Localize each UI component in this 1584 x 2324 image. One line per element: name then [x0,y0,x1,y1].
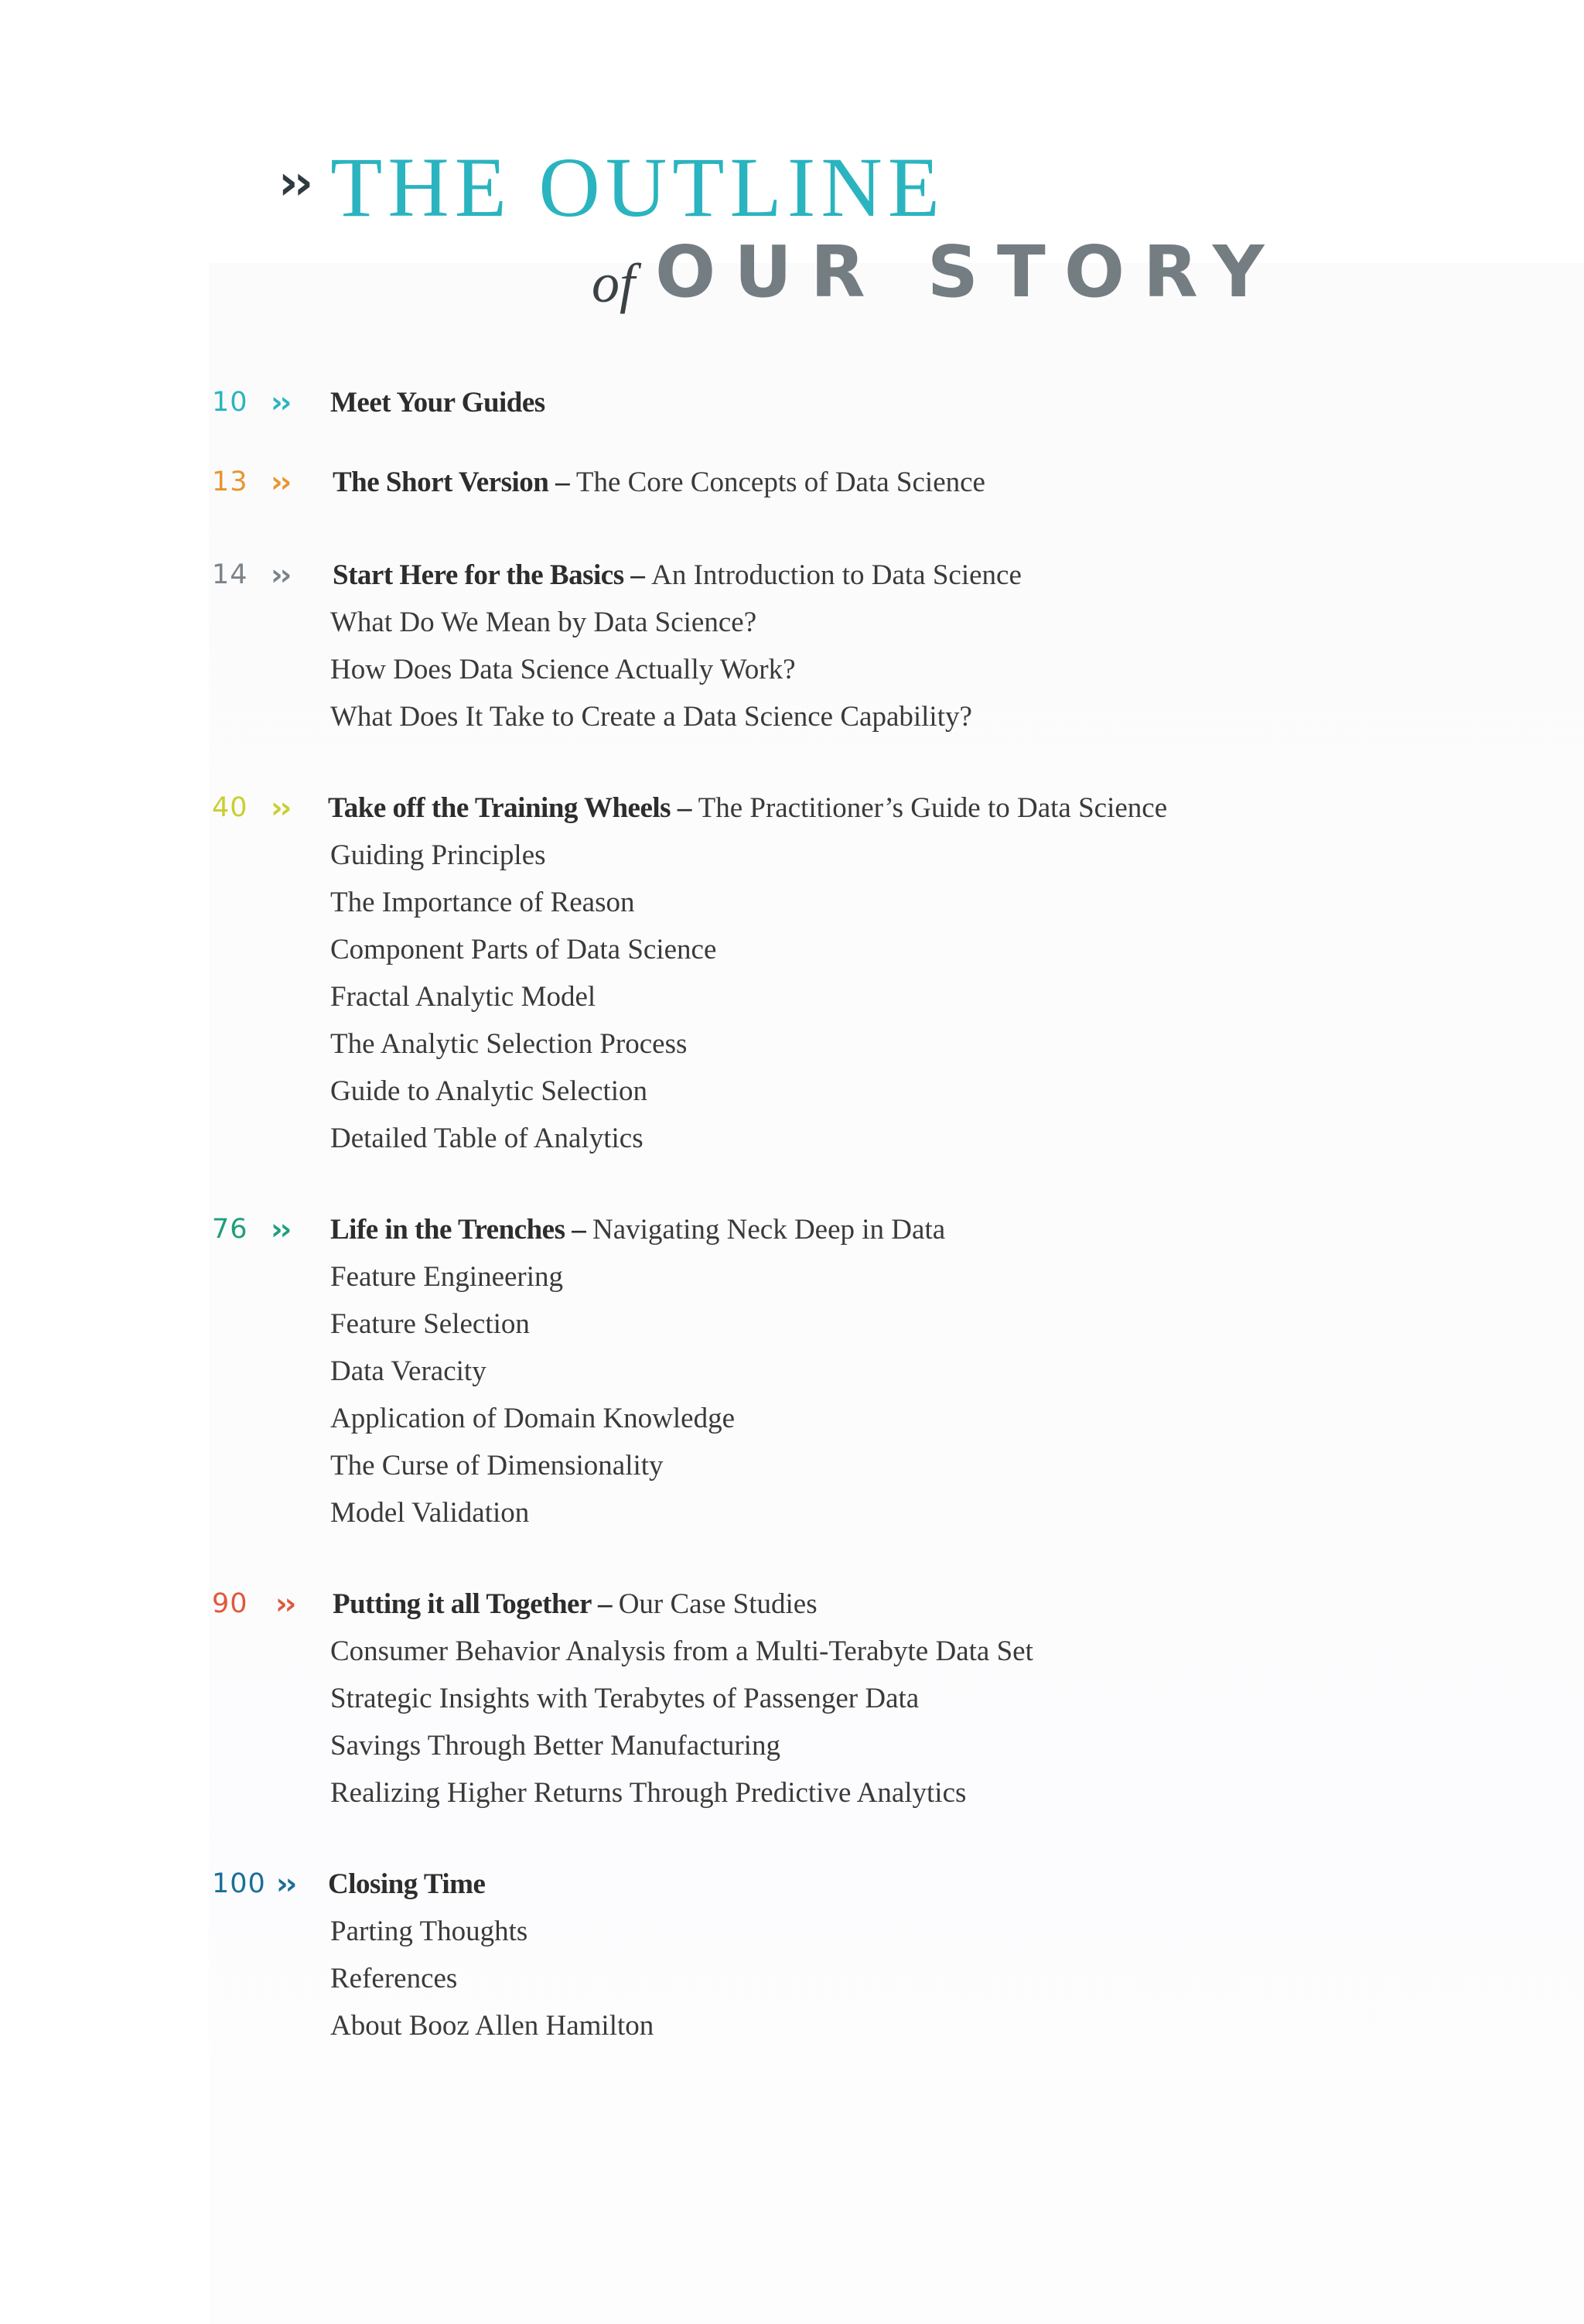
toc-entry-header[interactable] [0,1206,1584,1253]
subsection-item[interactable]: Application of Domain Knowledge [330,1403,736,1434]
title-line-2 [592,226,1282,319]
section-title: The Short Version [333,467,549,498]
subsection-item[interactable]: Fractal Analytic Model [330,981,596,1013]
chevron-right-icon: ›› [271,385,289,419]
subsection-item[interactable]: Feature Engineering [330,1261,564,1293]
section-title: Take off the Training Wheels [328,792,671,824]
page-number: 76 [212,1214,248,1245]
section-title: Meet Your Guides [330,387,545,419]
toc-entry-putting-together[interactable] [0,1581,1584,1816]
subsection-item[interactable]: How Does Data Science Actually Work? [330,654,796,685]
toc-entry-start-here[interactable] [0,552,1584,740]
subsection-list [0,1253,1584,1536]
section-subtitle: Our Case Studies [618,1588,818,1620]
chevron-right-icon: ›› [275,1587,294,1621]
title-outline: THE OUTLINE [330,140,945,234]
toc-entry-short-version[interactable] [0,459,1584,506]
double-chevron-icon: ›› [278,154,309,210]
section-heading[interactable] [328,784,1167,832]
section-subtitle: The Practitioner’s Guide to Data Science [698,792,1168,824]
subsection-list [0,832,1584,1162]
title-of: of [592,251,636,314]
section-separator: – [671,792,698,824]
section-heading[interactable] [333,552,1022,599]
subsection-item[interactable]: Guiding Principles [330,839,546,871]
title-line-1 [278,141,945,234]
page-title [278,141,1323,319]
toc-entry-life-in-trenches[interactable] [0,1206,1584,1536]
subsection-list [0,1908,1584,2049]
subsection-item[interactable]: Strategic Insights with Terabytes of Passenger Data [330,1683,920,1714]
chevron-right-icon: ›› [271,791,289,825]
subsection-item[interactable]: About Booz Allen Hamilton [330,2010,654,2042]
section-separator: – [548,467,576,498]
toc-entry-header[interactable] [0,552,1584,599]
section-separator: – [565,1214,592,1246]
subsection-item[interactable]: What Does It Take to Create a Data Science Capability? [330,701,972,733]
subsection-item[interactable]: Component Parts of Data Science [330,934,717,965]
page-number: 13 [212,467,248,497]
toc-entry-training-wheels[interactable] [0,784,1584,1162]
section-title: Putting it all Together [333,1588,592,1620]
subsection-item[interactable]: Realizing Higher Returns Through Predictive Analytics [330,1777,967,1809]
section-subtitle: Navigating Neck Deep in Data [592,1214,946,1246]
section-heading[interactable] [328,1861,485,1908]
section-heading[interactable] [330,379,545,426]
toc-entry-header[interactable] [0,1861,1584,1908]
section-subtitle: An Introduction to Data Science [651,559,1022,591]
subsection-item[interactable]: Model Validation [330,1497,530,1529]
subsection-list [0,1628,1584,1816]
section-title: Life in the Trenches [330,1214,565,1246]
page-number: 14 [212,559,248,590]
section-title: Start Here for the Basics [333,559,624,591]
subsection-item[interactable]: The Analytic Selection Process [330,1028,688,1060]
subsection-item[interactable]: Savings Through Better Manufacturing [330,1730,780,1762]
subsection-list [0,599,1584,740]
toc-entry-header[interactable] [0,459,1584,506]
subsection-item[interactable]: Feature Selection [330,1308,530,1340]
subsection-item[interactable]: Data Veracity [330,1355,486,1387]
section-separator: – [591,1588,619,1620]
subsection-item[interactable]: The Importance of Reason [330,887,635,918]
chevron-right-icon: ›› [276,1867,295,1901]
page-number: 100 [212,1868,266,1899]
subsection-item[interactable]: Guide to Analytic Selection [330,1075,647,1107]
section-heading[interactable] [333,1581,818,1628]
section-subtitle: The Core Concepts of Data Science [575,467,985,498]
subsection-item[interactable]: Parting Thoughts [330,1916,528,1947]
subsection-item[interactable]: Consumer Behavior Analysis from a Multi-Terabyte Data Set [330,1635,1033,1667]
title-our-story: OUR STORY [655,231,1283,313]
subsection-item[interactable]: What Do We Mean by Data Science? [330,607,757,638]
chevron-right-icon: ›› [271,465,289,499]
page-number: 10 [212,387,248,418]
subsection-item[interactable]: References [330,1963,458,1994]
toc-entry-header[interactable] [0,784,1584,832]
section-heading[interactable] [333,459,985,506]
toc-entry-meet-your-guides[interactable] [0,379,1584,426]
toc-entry-closing-time[interactable] [0,1861,1584,2049]
section-title: Closing Time [328,1868,486,1900]
page-number: 40 [212,792,248,823]
toc-entry-header[interactable] [0,379,1584,426]
chevron-right-icon: ›› [271,1212,289,1246]
section-separator: – [623,559,652,591]
subsection-item[interactable]: The Curse of Dimensionality [330,1450,664,1482]
subsection-item[interactable]: Detailed Table of Analytics [330,1123,644,1154]
chevron-right-icon: ›› [271,558,289,592]
toc-entry-header[interactable] [0,1581,1584,1628]
section-heading[interactable] [330,1206,945,1253]
page-number: 90 [212,1588,248,1619]
